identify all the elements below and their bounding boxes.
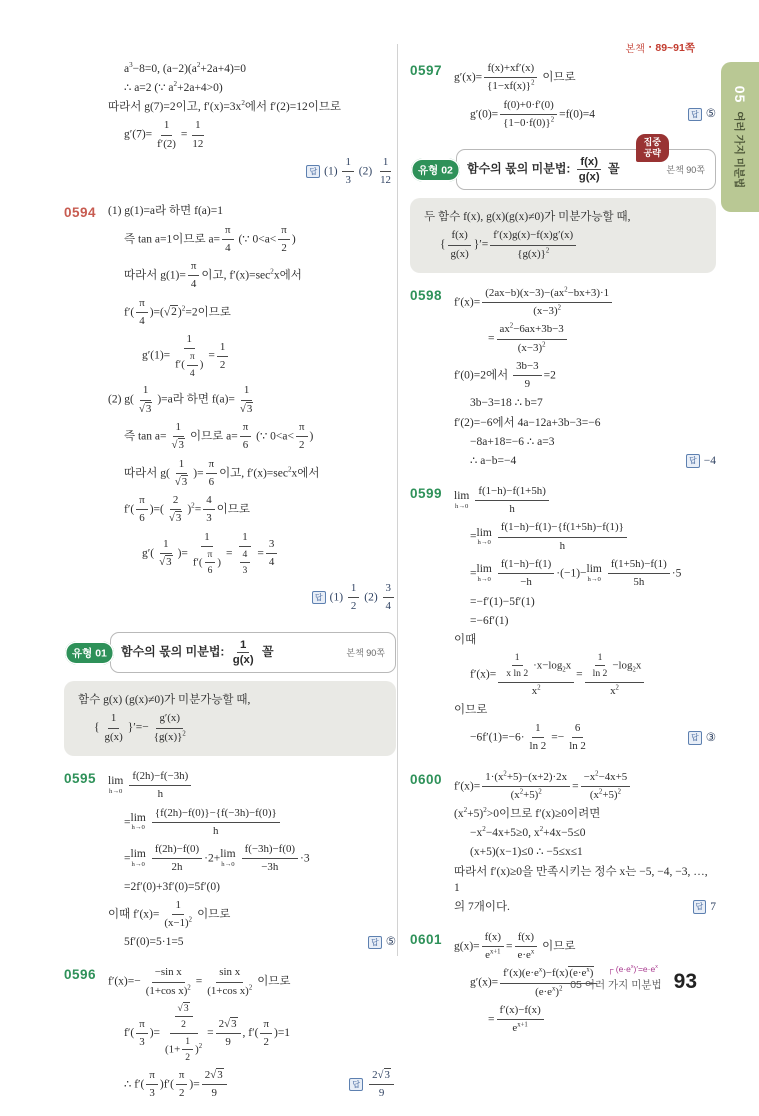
math-expression: { $\frac{1}{g(x)}$ }′=− $\frac{g'(x)}{\{g(x)\}^2}$ xyxy=(94,712,186,743)
problem-0594 xyxy=(64,203,396,614)
math-line xyxy=(108,203,396,219)
math-expression: f′( $\frac{\pi}{3}$ )= $\frac{√3}{2}$ (1+ $\frac{1}{2}$ )$^2$ = $\frac{2√3}{9}$ , f′( $\frac{\pi}{2}$ )=1 xyxy=(124,1003,291,1064)
math-line xyxy=(454,557,716,591)
math-expression: 5f′(0)=5·1=5 xyxy=(124,936,184,949)
math-expression: 따라서 g( $\frac{1}{√3}$ )= $\frac{\pi}{6}$ 이고, $f'(x)=\sec^2x$에서 xyxy=(124,457,320,488)
type-box-02 xyxy=(410,137,716,273)
math-expression: 즉 tan a=1이므로 a= $\frac{\pi}{4}$ (∵ 0<a< $\frac{\pi}{2}$ ) xyxy=(124,223,296,254)
math-line xyxy=(454,806,716,822)
math-expression: f′(0)=2에서 $\frac{3b-3}{9}$ =2 xyxy=(454,359,556,391)
math-expression: = $\frac{ax^2-6ax+3b-3}{(x-3)^2}$ xyxy=(488,322,569,356)
math-line xyxy=(454,702,716,718)
answer-value: (1) $\frac{1}{3}$ (2) $\frac{1}{12}$ xyxy=(324,155,391,187)
math-expression: = lim h→0 $\frac{\{f(2h)-f(0)\}-\{f(-3h)-f(0)\}}{h}$ xyxy=(124,806,282,840)
answer xyxy=(358,934,396,950)
type-page-ref: 본책 90쪽 xyxy=(346,648,385,659)
answer xyxy=(296,155,396,189)
math-line xyxy=(78,711,384,745)
problem-0595 xyxy=(64,769,396,950)
math-expression: $-x^2-4x+5\ge 0$, $x^2+4x-5\le 0$ xyxy=(470,825,586,840)
math-expression: ∴ a=2 (∵ $a^2+2a+4>0$) xyxy=(124,80,223,95)
math-line xyxy=(454,632,716,648)
answer-label-badge: 답 xyxy=(368,936,382,950)
answer-value: $\frac{2√3}{9}$ xyxy=(367,1068,396,1102)
problem-number: 0600 xyxy=(410,771,443,787)
math-line xyxy=(108,965,396,999)
math-line xyxy=(454,770,716,804)
math-expression: f′( $\frac{\pi}{4}$ )$=(√2)^2=2$이므로 xyxy=(124,296,231,327)
math-expression: $(x^2+5)^2>0$이므로 f′(x)≥0이려면 xyxy=(454,806,601,821)
problem-0599 xyxy=(410,484,716,755)
math-expression: 함수 g(x) (g(x)≠0)가 미분가능할 때, xyxy=(78,694,251,707)
math-line xyxy=(454,1003,716,1037)
math-expression: f′(x)=− $\frac{\text{−sin x}}{(1+\cos x)^2}$ = $\frac{\text{sin x}}{(1+\cos x)^2}$ 이므로 xyxy=(108,966,291,997)
chapter-title: 여러 가지 미분법 xyxy=(733,111,746,189)
math-expression: f′(x)= $\frac{1\cdot(x^2+5)-(x+2)\cdot 2x}{(x^2+5)^2}$ = $\frac{-x^2-4x+5}{(x^2+5)^2}$ xyxy=(454,770,632,804)
math-line xyxy=(78,692,384,708)
type-title: 함수의 몫의 미분법: $\frac{1}{g(x)}$ 꼴 xyxy=(121,639,274,667)
math-line xyxy=(108,118,396,152)
focus-attack-badge: 집중 공략 xyxy=(636,134,669,162)
math-line xyxy=(108,806,396,840)
math-line xyxy=(454,359,716,393)
math-line xyxy=(108,80,396,96)
answer xyxy=(676,453,716,469)
problem-0600 xyxy=(410,770,716,915)
type-summary-box xyxy=(410,198,716,273)
type-title: 함수의 몫의 미분법: $\frac{f(x)}{g(x)}$ 꼴 xyxy=(467,156,620,184)
math-expression: −8a+18=−6 ∴ a=3 xyxy=(470,435,555,448)
problem-0598 xyxy=(410,286,716,469)
chapter-number: 05 xyxy=(732,85,748,104)
math-expression: g′(0)= $\frac{f(0)+0\cdot f'(0)}{\{1-0\cdot f(0)\}^2}$ =f(0)=4 xyxy=(470,98,596,129)
math-line xyxy=(454,613,716,629)
math-expression: lim h→0 $\frac{f(2h)-f(-3h)}{h}$ xyxy=(108,769,193,803)
math-expression: =−f′(1)−5f′(1) xyxy=(470,595,535,608)
math-line xyxy=(108,879,396,895)
problem-number: 0601 xyxy=(410,931,443,947)
math-expression: 의 7개이다. xyxy=(454,900,510,913)
problem-number: 0597 xyxy=(410,63,443,78)
math-line xyxy=(454,520,716,554)
answer-value: ③ xyxy=(705,731,716,744)
right-column xyxy=(410,58,716,1051)
math-line xyxy=(454,61,716,95)
type-page-ref: 본책 90쪽 xyxy=(666,165,705,176)
math-expression: 이므로 xyxy=(454,704,488,716)
problem-number: 0596 xyxy=(64,967,97,983)
answer-label-badge: 답 xyxy=(688,108,702,122)
margin-note: ┌ $(e\cdot e^x)'=e\cdot e^x$ xyxy=(607,964,658,975)
ref-label: 본책 xyxy=(625,44,645,55)
math-line xyxy=(454,844,716,860)
math-line xyxy=(108,332,396,380)
math-expression: (1) g(1)=a라 하면 f(a)=1 xyxy=(108,205,223,218)
math-line xyxy=(108,223,396,257)
answer-label-badge: 답 xyxy=(693,900,707,914)
math-line xyxy=(454,594,716,610)
math-line xyxy=(108,530,396,578)
math-expression: f′(x)= $\frac{(2ax-b)(x-3)-(ax^2-bx+3)\cdot 1}{(x-3)^2}$ xyxy=(454,286,614,320)
chapter-side-tab xyxy=(721,62,759,212)
math-expression: =2f′(0)+3f′(0)=5f′(0) xyxy=(124,880,220,893)
math-line xyxy=(454,484,716,518)
math-expression: = lim h→0 $\frac{f(1-h)-f(1)-\{f(1+5h)-f(1)\}}{h}$ xyxy=(470,520,629,554)
math-expression: $a^3-8=0$, $(a-2)(a^2+2a+4)=0$ xyxy=(124,61,247,75)
math-expression: = lim h→0 $\frac{f(2h)-f(0)}{2h}$ ·2+ lim h→0 $\frac{f(-3h)-f(0)}{-3h}$ ·3 xyxy=(124,843,310,874)
math-expression: { $\frac{f(x)}{g(x)}$ }′= $\frac{f'(x)g(x)-f(x)g'(x)}{\{g(x)\}^2}$ xyxy=(440,228,578,262)
answer-label-badge: 답 xyxy=(312,591,326,605)
math-expression: (2) g( $\frac{1}{√3}$ )=a라 하면 f(a)= $\frac{1}{√3}$ xyxy=(108,384,253,415)
math-expression: 이때 xyxy=(454,633,477,646)
type-box-01 xyxy=(64,632,396,756)
answer-value: ⑤ xyxy=(385,936,396,949)
math-expression: g′(7)= $\frac{1}{f'(2)}$ = $\frac{1}{12}$ xyxy=(124,119,204,150)
math-line xyxy=(108,296,396,330)
answer-label-badge: 답 xyxy=(349,1078,363,1092)
math-line xyxy=(424,228,704,262)
math-line xyxy=(108,457,396,491)
footer-page-number: 93 xyxy=(673,970,697,993)
math-expression: 즉 tan a= $\frac{1}{√3}$ 이므로 a= $\frac{\pi}{6}$ (∵ 0<a< $\frac{\pi}{2}$ ) xyxy=(124,420,314,452)
math-line xyxy=(454,930,716,964)
math-expression: 이때 f′(x)= $\frac{1}{(x-1)^2}$ 이므로 xyxy=(108,898,231,930)
math-line xyxy=(108,420,396,454)
math-line xyxy=(454,98,716,132)
answer-value: −4 xyxy=(703,454,716,467)
answer-value: ⑤ xyxy=(705,108,716,121)
problem-number: 0598 xyxy=(410,287,443,303)
left-column xyxy=(64,58,396,1116)
answer xyxy=(683,899,716,915)
math-expression: 따라서 g(1)= $\frac{\pi}{4}$ 이고, $f'(x)=\sec^2x$에서 xyxy=(124,260,302,291)
math-expression: f′( $\frac{\pi}{6}$ )=( $\frac{2}{√3}$ )$^2$= $\frac{4}{3}$ 이므로 xyxy=(124,494,250,525)
math-expression: f′(x)= $\frac{1}{\text{x ln 2}}$ $\cdot x-\log_2x$ $x^2$ = $\frac{1}{\ln 2}$ $-\log_2x$ $x^2$ xyxy=(470,651,646,699)
math-expression: g′(x)= $\frac{f(x)+xf'(x)}{\{1-xf(x)\}^2}$ 이므로 xyxy=(454,62,576,93)
math-expression: f′(2)=−6에서 4a−12a+3b−3=−6 xyxy=(454,416,601,429)
type-badge: 유형 02 xyxy=(411,158,460,181)
math-line xyxy=(108,898,396,932)
column-divider xyxy=(397,44,398,956)
math-line xyxy=(108,842,396,876)
math-expression: =−6f′(1) xyxy=(470,614,509,627)
math-line xyxy=(454,651,716,699)
problem-0597 xyxy=(410,61,716,131)
math-expression: ∴ a−b=−4 xyxy=(470,454,517,467)
answer xyxy=(678,730,716,746)
answer-value: 7 xyxy=(710,900,716,913)
math-expression: lim h→0 $\frac{f(1-h)-f(1+5h)}{h}$ xyxy=(454,484,551,518)
answer-label-badge: 답 xyxy=(688,731,702,745)
math-line xyxy=(454,453,716,469)
math-expression: 따라서 f′(x)≥0을 만족시키는 정수 x는 −5, −4, −3, …, 1 xyxy=(454,865,708,894)
math-expression: g′(1)= 1 f′( $\frac{\pi}{4}$ ) = $\frac{1}{2}$ xyxy=(142,332,230,380)
answer xyxy=(678,106,716,122)
math-line xyxy=(454,864,716,896)
math-expression: −6f′(1)=−6· $\frac{1}{\ln 2}$ =− $\frac{6}{\ln 2}$ xyxy=(470,722,586,753)
answer xyxy=(302,581,396,615)
math-line xyxy=(454,825,716,841)
math-line xyxy=(454,286,716,320)
problem-number: 0595 xyxy=(64,771,97,787)
problem-0596 xyxy=(64,965,396,1101)
math-line xyxy=(454,415,716,431)
math-expression: g′( $\frac{1}{√3}$ )= 1 f′( $\frac{\pi}{6}$ ) = $\frac{1}{\frac{4}{3}}$ = $\frac{3}{4}$ xyxy=(142,530,279,578)
math-line xyxy=(108,769,396,803)
math-expression: 두 함수 f(x), g(x)(g(x)≠0)가 미분가능할 때, xyxy=(424,211,631,224)
answer xyxy=(339,1068,396,1102)
math-line xyxy=(108,99,396,115)
answer-value: (1) $\frac{1}{2}$ (2) $\frac{3}{4}$ xyxy=(330,581,396,615)
math-line xyxy=(108,1002,396,1065)
type-badge: 유형 01 xyxy=(65,641,114,664)
math-line xyxy=(108,259,396,293)
math-expression: g′(x)= $\frac{f'(x)(e\cdot e^x)-f(x)(e\cdot e^x)}{(e\cdot e^x)^2}$ xyxy=(470,966,599,1000)
bullet-icon: ▪ xyxy=(648,44,652,51)
answer-label-badge: 답 xyxy=(686,454,700,468)
answer-label-badge: 답 xyxy=(306,165,320,179)
math-expression: ∴ f′( $\frac{\pi}{3}$ )f′( $\frac{\pi}{2}$ )= $\frac{2√3}{9}$ xyxy=(124,1068,229,1102)
math-line xyxy=(108,1068,396,1102)
problem-number: 0599 xyxy=(410,485,443,501)
math-expression: = lim h→0 $\frac{f(1-h)-f(1)}{-h}$ ·(−1)− lim h→0 $\frac{f(1+5h)-f(1)}{5h}$ ·5 xyxy=(470,557,682,589)
math-line xyxy=(108,493,396,527)
math-line xyxy=(424,209,704,225)
math-line xyxy=(454,434,716,450)
type-summary-box xyxy=(64,681,396,756)
math-expression: 따라서 g(7)=2이고, $f'(x)=3x^2$에서 f′(2)=12이므로 xyxy=(108,99,342,114)
solution-continued-block xyxy=(64,61,396,188)
math-line xyxy=(108,61,396,77)
math-line xyxy=(454,395,716,411)
page-footer xyxy=(570,970,697,994)
problem-number: 0594 xyxy=(64,205,97,221)
math-line xyxy=(454,721,716,755)
math-line xyxy=(108,383,396,417)
math-line xyxy=(108,155,396,189)
math-expression: (x+5)(x−1)≤0 ∴ −5≤x≤1 xyxy=(470,846,583,859)
math-line xyxy=(108,934,396,950)
footer-chapter: 05 여러 가지 미분법 xyxy=(570,979,662,991)
math-line xyxy=(454,899,716,915)
math-line xyxy=(454,322,716,356)
math-expression: 3b−3=18 ∴ b=7 xyxy=(470,397,543,410)
ref-pages: 89~91쪽 xyxy=(655,42,695,54)
math-expression: = $\frac{f'(x)-f(x)}{e^{x+1}}$ xyxy=(488,1003,546,1037)
math-line xyxy=(108,581,396,615)
math-expression: g(x)= $\frac{f(x)}{e^{x+1}}$ = $\frac{f(x)}{e\cdot e^x}$ 이므로 xyxy=(454,930,576,962)
page-reference-header xyxy=(626,40,695,55)
